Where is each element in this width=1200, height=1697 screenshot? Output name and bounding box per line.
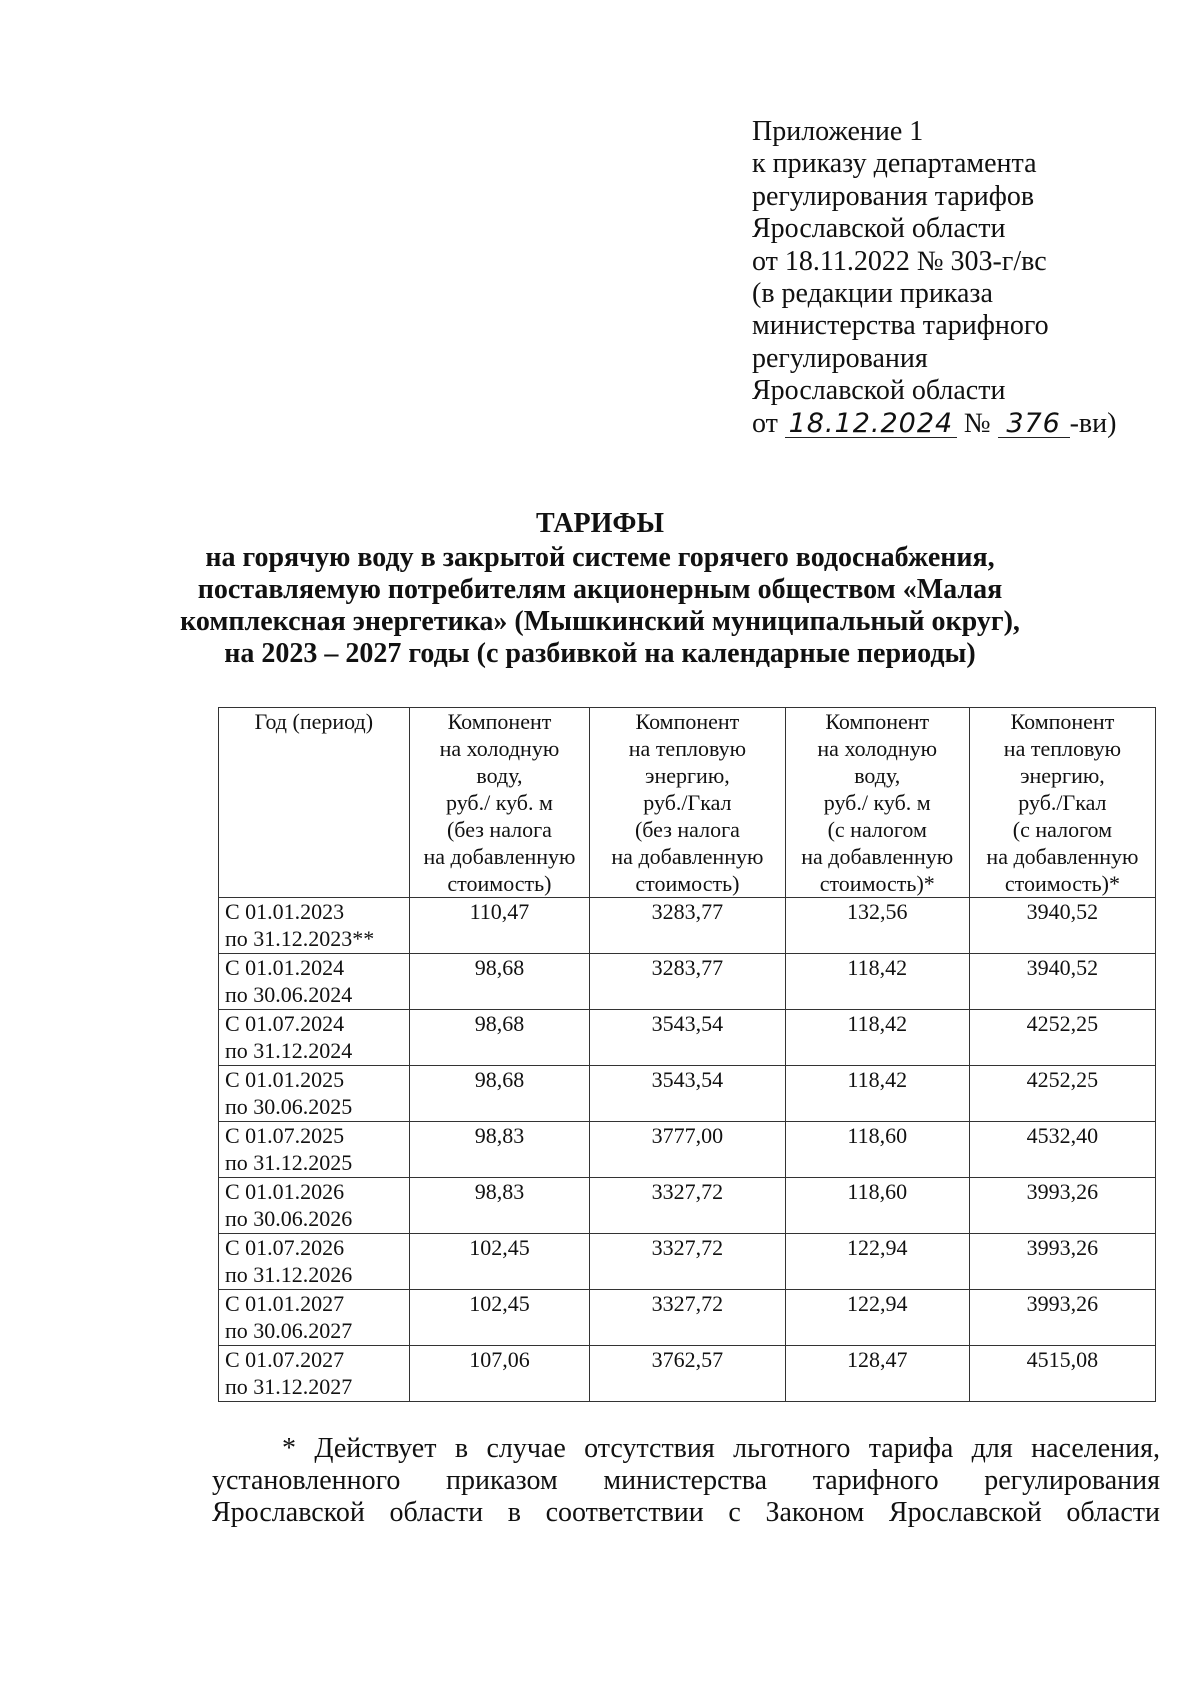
header-text: на добавленную bbox=[986, 844, 1139, 869]
appendix-line: к приказу департамента bbox=[752, 148, 1037, 180]
table-row bbox=[219, 1290, 1156, 1346]
title-line: поставляемую потребителям акционерным обществом «Малая bbox=[197, 574, 1003, 605]
document-title bbox=[150, 508, 1050, 670]
heat-no-vat-cell: 3283,77 bbox=[590, 954, 785, 1010]
tariffs-table bbox=[218, 707, 1156, 1402]
period-to: по 30.06.2025 bbox=[225, 1094, 353, 1119]
header-text: Компонент bbox=[635, 709, 740, 734]
header-heat-vat bbox=[969, 708, 1155, 898]
header-text: стоимость)* bbox=[819, 871, 935, 896]
appendix-line: Ярославской области bbox=[752, 375, 1006, 407]
heat-no-vat-cell: 3543,54 bbox=[590, 1066, 785, 1122]
cold-vat-cell: 118,42 bbox=[785, 1066, 969, 1122]
heat-vat-cell: 3993,26 bbox=[969, 1178, 1155, 1234]
period-from: С 01.01.2024 bbox=[225, 955, 345, 980]
period-to: по 30.06.2027 bbox=[225, 1318, 353, 1343]
header-text: стоимость)* bbox=[1004, 871, 1120, 896]
header-text: стоимость) bbox=[447, 871, 552, 896]
period-from: С 01.07.2026 bbox=[225, 1235, 345, 1260]
period-cell bbox=[219, 1066, 410, 1122]
header-text: (с налогом bbox=[1012, 817, 1113, 842]
header-text: руб./ куб. м bbox=[445, 790, 553, 815]
title-line: на горячую воду в закрытой системе горячего водоснабжения, bbox=[205, 542, 995, 573]
header-text: руб./Гкал bbox=[643, 790, 732, 815]
cold-no-vat-cell: 107,06 bbox=[409, 1346, 590, 1402]
heat-no-vat-cell: 3327,72 bbox=[590, 1178, 785, 1234]
cold-no-vat-cell: 102,45 bbox=[409, 1234, 590, 1290]
heat-vat-cell: 4252,25 bbox=[969, 1010, 1155, 1066]
cold-no-vat-cell: 98,83 bbox=[409, 1178, 590, 1234]
handwritten-number: 376 bbox=[998, 411, 1070, 438]
header-text: Компонент bbox=[1010, 709, 1115, 734]
heat-vat-cell: 4252,25 bbox=[969, 1066, 1155, 1122]
header-text: воду, bbox=[854, 763, 901, 788]
header-text: на добавленную bbox=[611, 844, 764, 869]
table-row bbox=[219, 954, 1156, 1010]
period-cell bbox=[219, 1234, 410, 1290]
period-from: С 01.07.2024 bbox=[225, 1011, 345, 1036]
header-text: руб./ куб. м bbox=[823, 790, 931, 815]
appendix-suffix: -ви) bbox=[1069, 407, 1117, 439]
period-to: по 30.06.2024 bbox=[225, 982, 353, 1007]
number-sign: № bbox=[963, 407, 991, 439]
cold-vat-cell: 118,42 bbox=[785, 1010, 969, 1066]
header-text: (с налогом bbox=[827, 817, 927, 842]
header-text: энергию, bbox=[645, 763, 730, 788]
heat-vat-cell: 4532,40 bbox=[969, 1122, 1155, 1178]
table-row bbox=[219, 1346, 1156, 1402]
title-main: ТАРИФЫ bbox=[536, 508, 664, 539]
title-line: комплексная энергетика» (Мышкинский муниципальный округ), bbox=[180, 606, 1020, 637]
heat-vat-cell: 3940,52 bbox=[969, 898, 1155, 954]
cold-no-vat-cell: 98,68 bbox=[409, 1066, 590, 1122]
header-text: энергию, bbox=[1020, 763, 1105, 788]
cold-no-vat-cell: 102,45 bbox=[409, 1290, 590, 1346]
heat-vat-cell: 3940,52 bbox=[969, 954, 1155, 1010]
cold-no-vat-cell: 98,68 bbox=[409, 1010, 590, 1066]
header-text: воду, bbox=[476, 763, 523, 788]
period-from: С 01.01.2026 bbox=[225, 1179, 345, 1204]
period-cell bbox=[219, 898, 410, 954]
footnote-line: Ярославской области в соответствии с Законом Ярославской области bbox=[212, 1497, 1160, 1528]
title-line: на 2023 – 2027 годы (с разбивкой на календарные периоды) bbox=[224, 638, 976, 669]
table-row bbox=[219, 1178, 1156, 1234]
header-text: (без налога bbox=[446, 817, 552, 842]
header-text: (без налога bbox=[634, 817, 740, 842]
period-from: С 01.07.2027 bbox=[225, 1347, 345, 1372]
header-cold-no-vat bbox=[409, 708, 590, 898]
header-text: на добавленную bbox=[801, 844, 954, 869]
heat-no-vat-cell: 3283,77 bbox=[590, 898, 785, 954]
period-from: С 01.07.2025 bbox=[225, 1123, 345, 1148]
header-text: Год (период) bbox=[254, 709, 374, 734]
appendix-line: от 18.11.2022 № 303-г/вс bbox=[752, 245, 1047, 277]
period-cell bbox=[219, 1010, 410, 1066]
period-to: по 30.06.2026 bbox=[225, 1206, 353, 1231]
table-row bbox=[219, 1234, 1156, 1290]
header-text: стоимость) bbox=[635, 871, 740, 896]
appendix-line: регулирования тарифов bbox=[752, 180, 1035, 212]
cold-vat-cell: 118,60 bbox=[785, 1122, 969, 1178]
period-cell bbox=[219, 1290, 410, 1346]
appendix-block bbox=[752, 116, 1152, 440]
cold-vat-cell: 128,47 bbox=[785, 1346, 969, 1402]
table-header-row bbox=[219, 708, 1156, 898]
cold-vat-cell: 132,56 bbox=[785, 898, 969, 954]
period-from: С 01.01.2023 bbox=[225, 899, 345, 924]
appendix-line: Приложение 1 bbox=[752, 116, 924, 147]
period-cell bbox=[219, 954, 410, 1010]
appendix-prefix: от bbox=[752, 407, 778, 439]
period-cell bbox=[219, 1122, 410, 1178]
table-row bbox=[219, 1066, 1156, 1122]
heat-vat-cell: 4515,08 bbox=[969, 1346, 1155, 1402]
footnote-line: установленного приказом министерства тарифного регулирования bbox=[212, 1465, 1160, 1496]
period-from: С 01.01.2027 bbox=[225, 1291, 345, 1316]
appendix-line: (в редакции приказа bbox=[752, 278, 993, 310]
heat-no-vat-cell: 3762,57 bbox=[590, 1346, 785, 1402]
period-cell bbox=[219, 1346, 410, 1402]
cold-vat-cell: 122,94 bbox=[785, 1234, 969, 1290]
cold-no-vat-cell: 98,68 bbox=[409, 954, 590, 1010]
table-row bbox=[219, 1122, 1156, 1178]
footnote-line: * Действует в случае отсутствия льготного тарифа для населения, bbox=[282, 1433, 1160, 1464]
handwritten-date: 18.12.2024 bbox=[785, 411, 957, 438]
heat-no-vat-cell: 3327,72 bbox=[590, 1234, 785, 1290]
header-text: Компонент bbox=[825, 709, 930, 734]
cold-vat-cell: 122,94 bbox=[785, 1290, 969, 1346]
period-to: по 31.12.2025 bbox=[225, 1150, 353, 1175]
appendix-last-line bbox=[752, 408, 1152, 440]
header-heat-no-vat bbox=[590, 708, 785, 898]
period-cell bbox=[219, 1178, 410, 1234]
header-text: руб./Гкал bbox=[1018, 790, 1107, 815]
header-text: на добавленную bbox=[423, 844, 576, 869]
heat-no-vat-cell: 3543,54 bbox=[590, 1010, 785, 1066]
period-to: по 31.12.2023** bbox=[225, 926, 375, 951]
header-text: на холодную bbox=[439, 736, 560, 761]
header-text: на тепловую bbox=[1003, 736, 1122, 761]
appendix-line: Ярославской области bbox=[752, 213, 1006, 245]
period-to: по 31.12.2027 bbox=[225, 1374, 353, 1399]
heat-no-vat-cell: 3327,72 bbox=[590, 1290, 785, 1346]
heat-vat-cell: 3993,26 bbox=[969, 1290, 1155, 1346]
header-text: на тепловую bbox=[628, 736, 747, 761]
footnote bbox=[212, 1433, 1160, 1529]
appendix-line: регулирования bbox=[752, 342, 928, 374]
cold-vat-cell: 118,42 bbox=[785, 954, 969, 1010]
header-text: Компонент bbox=[447, 709, 552, 734]
table-row bbox=[219, 1010, 1156, 1066]
header-cold-vat bbox=[785, 708, 969, 898]
cold-no-vat-cell: 110,47 bbox=[409, 898, 590, 954]
cold-no-vat-cell: 98,83 bbox=[409, 1122, 590, 1178]
heat-no-vat-cell: 3777,00 bbox=[590, 1122, 785, 1178]
cold-vat-cell: 118,60 bbox=[785, 1178, 969, 1234]
period-from: С 01.01.2025 bbox=[225, 1067, 345, 1092]
period-to: по 31.12.2024 bbox=[225, 1038, 353, 1063]
table-row bbox=[219, 898, 1156, 954]
header-period bbox=[219, 708, 410, 898]
appendix-line: министерства тарифного bbox=[752, 310, 1049, 342]
heat-vat-cell: 3993,26 bbox=[969, 1234, 1155, 1290]
period-to: по 31.12.2026 bbox=[225, 1262, 353, 1287]
header-text: на холодную bbox=[817, 736, 938, 761]
